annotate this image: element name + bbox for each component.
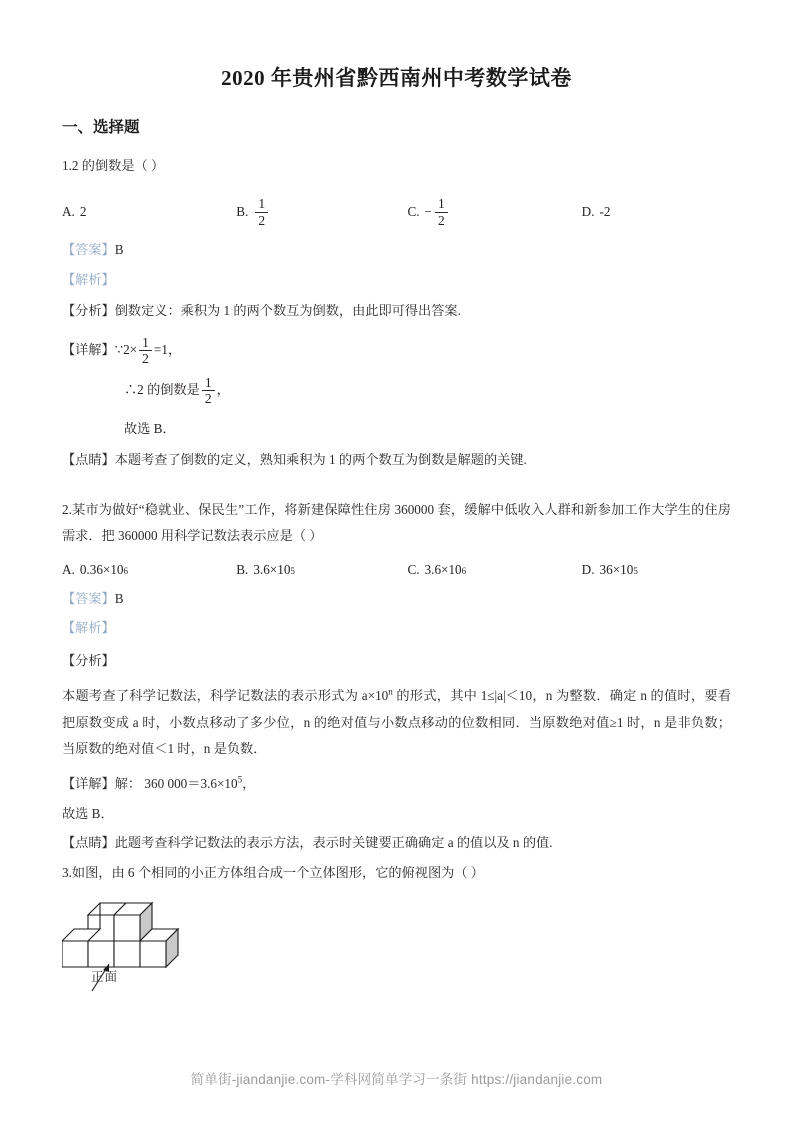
fraction-numerator: 1 <box>255 197 268 213</box>
question-2-explain-line <box>62 618 731 638</box>
answer-value: B <box>114 242 124 258</box>
analysis-body-pre: 本题考查了科学记数法，科学记数法的表示形式为 a×10 <box>62 688 389 704</box>
option-b-fraction <box>255 197 268 227</box>
detail-label: 【详解】 <box>62 342 115 358</box>
analysis-label: 【分析】 <box>62 303 115 319</box>
question-1-answer-line <box>62 240 731 260</box>
question-2-detail-line-2: 故选 B． <box>62 805 114 821</box>
question-1-detail-line-2 <box>62 374 731 408</box>
detail-fraction <box>139 336 152 366</box>
question-2-option-d[interactable]: D. 36×10 5 <box>582 561 731 579</box>
option-a-value: 2 <box>79 204 87 220</box>
question-2-detail-line-1 <box>62 774 731 794</box>
question-1-option-a[interactable] <box>62 203 236 221</box>
fraction-denominator: 2 <box>437 212 445 228</box>
analysis-text: 倒数定义：乘积为 1 的两个数互为倒数，由此即可得出答案. <box>114 303 461 319</box>
fraction-denominator: 2 <box>142 351 149 367</box>
answer-value: B <box>114 590 124 606</box>
option-d-base: 36×10 <box>599 562 634 578</box>
footer-watermark: 简单街-jiandanjie.com-学科网简单学习一条街 https://jiandanjie.com <box>190 1072 603 1087</box>
question-2-analysis-body <box>62 683 731 762</box>
option-a-base: 0.36×10 <box>79 562 124 578</box>
question-2-insight <box>62 833 731 853</box>
answer-label: 【答案】 <box>62 590 115 606</box>
fraction-denominator: 2 <box>204 391 212 407</box>
option-b-base: 3.6×10 <box>253 562 291 578</box>
option-c-base: 3.6×10 <box>424 562 462 578</box>
option-a-letter: A. <box>62 204 75 220</box>
detail-label: 【详解】 <box>62 776 115 792</box>
question-1-option-d[interactable] <box>582 203 731 221</box>
question-1-options <box>62 193 731 231</box>
question-3-figure <box>62 901 731 993</box>
question-2-answer-line <box>62 589 731 609</box>
fraction-numerator: 1 <box>139 336 152 352</box>
detail-suffix: =1， <box>153 342 182 358</box>
insight-text: 此题考查科学记数法的表示方法，表示时关键要正确确定 a 的值以及 n 的值. <box>114 835 553 851</box>
detail-line2-suffix: ， <box>216 382 230 398</box>
question-1-option-b[interactable] <box>236 197 407 227</box>
question-1-explain-line <box>62 270 731 290</box>
option-d-letter: D. <box>581 562 595 578</box>
insight-label: 【点睛】 <box>62 452 115 468</box>
explanation-label: 【解析】 <box>62 271 115 287</box>
detail-line2-prefix: ∴2 的倒数是 <box>124 382 200 398</box>
detail-exponent: 5 <box>237 775 243 786</box>
detail-prefix: ∵2× <box>114 342 138 358</box>
answer-label: 【答案】 <box>62 242 115 258</box>
fraction-numerator: 1 <box>202 376 215 392</box>
option-c-letter: C. <box>407 562 420 578</box>
option-c-fraction <box>435 197 448 227</box>
option-b-letter: B. <box>236 204 249 220</box>
option-a-letter: A. <box>62 562 75 578</box>
question-3-stem: 3.如图，由 6 个相同的小正方体组合成一个立体图形，它的俯视图为（ ） <box>62 864 484 880</box>
explanation-label: 【解析】 <box>62 620 115 636</box>
section-heading-multiple-choice: 一、选择题 <box>62 119 140 137</box>
detail-pre: 解： 360 000＝3.6×10 <box>114 776 238 792</box>
option-d-letter: D. <box>581 204 595 220</box>
question-1-option-c[interactable] <box>407 197 581 227</box>
question-1-analysis <box>62 301 731 321</box>
insight-text: 本题考查了倒数的定义，熟知乘积为 1 的两个数互为倒数是解题的关键. <box>114 452 527 468</box>
question-1-insight <box>62 450 731 470</box>
analysis-body-post: 的形式，其中 1≤|a|＜10，n 为整数．确定 n 的值时，要看把原数变成 a 时，小数点移动了多少位，n 的绝对值与小数点移动的位数相同．当原数绝对值≥1 时，n 是非负数；当原数的绝对值＜1 时，n 是负数． <box>62 688 731 757</box>
question-2-option-a[interactable]: A. 0.36×10 6 <box>62 561 236 579</box>
question-2-stem: 2.某市为做好“稳就业、保民生”工作，将新建保障性住房 360000 套，缓解中低收入人群和新参加工作大学生的住房需求．把 360000 用科学记数法表示应是（ ） <box>62 501 731 543</box>
figure-caption-front: 正面 <box>91 970 119 985</box>
question-2-analysis-label-line <box>62 651 731 671</box>
question-2-option-b[interactable]: B. 3.6×10 5 <box>236 561 407 579</box>
detail-post: ， <box>242 776 256 792</box>
negative-sign: − <box>424 204 432 220</box>
question-1-detail-line-1 <box>62 334 731 368</box>
question-2-options <box>62 561 731 579</box>
question-1-stem: 1.2 的倒数是（ ） <box>62 157 165 173</box>
fraction-numerator: 1 <box>435 197 448 213</box>
detail-fraction <box>202 376 215 406</box>
analysis-body-exponent: n <box>388 686 393 697</box>
page-title: 2020 年贵州省黔西南州中考数学试卷 <box>221 66 572 90</box>
option-c-letter: C. <box>407 204 420 220</box>
question-1-detail-line-3: 故选 B． <box>124 420 176 436</box>
analysis-label: 【分析】 <box>62 652 115 668</box>
option-b-letter: B. <box>236 562 249 578</box>
fraction-denominator: 2 <box>258 212 266 228</box>
option-d-value: -2 <box>599 204 611 220</box>
question-2-option-c[interactable]: C. 3.6×10 6 <box>407 561 581 579</box>
insight-label: 【点睛】 <box>62 835 115 851</box>
